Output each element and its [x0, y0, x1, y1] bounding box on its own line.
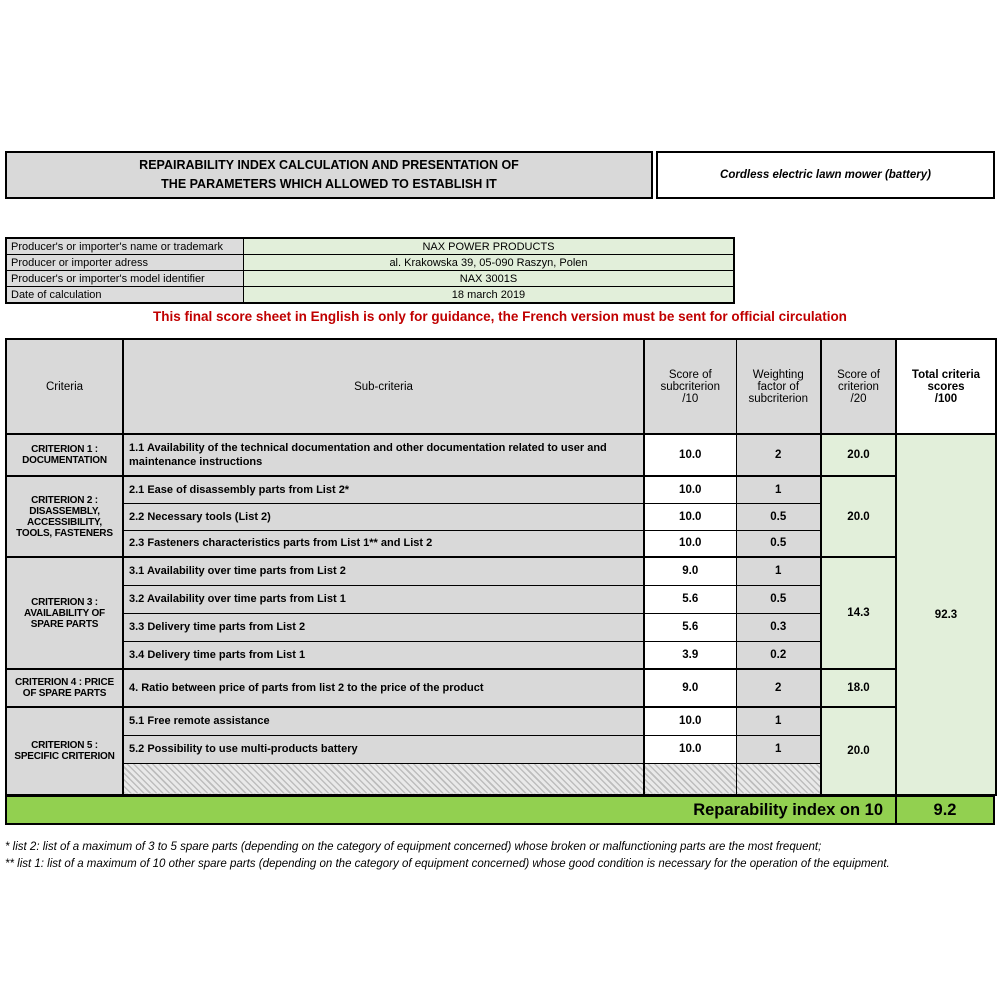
header-subcriteria: Sub-criteria	[123, 339, 644, 434]
subcriterion-2-2-score: 10.0	[644, 503, 736, 530]
subcriterion-3-3-weight: 0.3	[736, 613, 821, 641]
criterion-2-score: 20.0	[821, 476, 896, 557]
score-table	[5, 338, 997, 796]
footnote-list2: * list 2: list of a maximum of 3 to 5 spare parts (depending on the category of equipment concerned) whose broken or malfunctioning parts are the most frequent;	[5, 841, 822, 853]
table-row	[6, 434, 996, 476]
producer-row-address	[6, 255, 734, 271]
producer-name-label: Producer's or importer's name or trademark	[6, 238, 244, 255]
subcriterion-2-2-label: 2.2 Necessary tools (List 2)	[123, 503, 644, 530]
subcriterion-3-2-label: 3.2 Availability over time parts from List 1	[123, 585, 644, 613]
subcriterion-5-2-score: 10.0	[644, 735, 736, 763]
criterion-4-score: 18.0	[821, 669, 896, 707]
producer-address-label: Producer or importer adress	[6, 255, 244, 271]
subcriterion-3-4-label: 3.4 Delivery time parts from List 1	[123, 641, 644, 669]
header-score-criterion: Score of criterion /20	[821, 339, 896, 434]
reparability-index-bar	[5, 796, 995, 825]
subcriterion-5-2-label: 5.2 Possibility to use multi-products battery	[123, 735, 644, 763]
producer-address-value: al. Krakowska 39, 05-090 Raszyn, Polen	[244, 255, 735, 271]
header-criteria: Criteria	[6, 339, 123, 434]
criterion-5-score: 20.0	[821, 707, 896, 795]
subcriterion-3-2-weight: 0.5	[736, 585, 821, 613]
subcriterion-5-1-score: 10.0	[644, 707, 736, 735]
producer-row-model	[6, 271, 734, 287]
subcriterion-3-1-score: 9.0	[644, 557, 736, 585]
score-table-header-row	[6, 339, 996, 434]
table-row	[6, 669, 996, 707]
subcriterion-4-label: 4. Ratio between price of parts from list 2 to the price of the product	[123, 669, 644, 707]
calculation-date-value: 18 march 2019	[244, 287, 735, 304]
subcriterion-3-1-label: 3.1 Availability over time parts from List 2	[123, 557, 644, 585]
subcriterion-4-weight: 2	[736, 669, 821, 707]
document-title-box	[5, 151, 653, 199]
criterion-2-label: CRITERION 2 : DISASSEMBLY, ACCESSIBILITY, TOOLS, FASTENERS	[6, 476, 123, 557]
criterion-4-label: CRITERION 4 : PRICE OF SPARE PARTS	[6, 669, 123, 707]
subcriterion-1-1-label: 1.1 Availability of the technical documentation and other documentation related to user and maintenance instructions	[123, 434, 644, 476]
producer-row-date	[6, 287, 734, 304]
subcriterion-1-1-score: 10.0	[644, 434, 736, 476]
subcriterion-2-1-score: 10.0	[644, 476, 736, 503]
empty-hatched-cell	[736, 763, 821, 795]
producer-name-value: NAX POWER PRODUCTS	[244, 238, 735, 255]
subcriterion-2-3-score: 10.0	[644, 530, 736, 557]
table-row	[6, 476, 996, 503]
criterion-1-label: CRITERION 1 : DOCUMENTATION	[6, 434, 123, 476]
subcriterion-2-1-label: 2.1 Ease of disassembly parts from List 2*	[123, 476, 644, 503]
header-total-scores: Total criteria scores /100	[896, 339, 996, 434]
producer-row-name	[6, 238, 734, 255]
document-title-line1: REPAIRABILITY INDEX CALCULATION AND PRESENTATION OF	[139, 158, 519, 172]
subcriterion-3-3-score: 5.6	[644, 613, 736, 641]
document-header	[5, 151, 995, 199]
reparability-index-label: Reparability index on 10	[7, 797, 897, 823]
score-sheet-page	[5, 151, 995, 873]
criterion-5-label: CRITERION 5 : SPECIFIC CRITERION	[6, 707, 123, 795]
subcriterion-3-3-label: 3.3 Delivery time parts from List 2	[123, 613, 644, 641]
subcriterion-4-score: 9.0	[644, 669, 736, 707]
reparability-index-value: 9.2	[933, 800, 957, 819]
subcriterion-3-4-score: 3.9	[644, 641, 736, 669]
producer-model-value: NAX 3001S	[244, 271, 735, 287]
criterion-1-score: 20.0	[821, 434, 896, 476]
subcriterion-2-3-weight: 0.5	[736, 530, 821, 557]
empty-hatched-cell	[644, 763, 736, 795]
table-row	[6, 707, 996, 735]
footnote-list1: ** list 1: list of a maximum of 10 other spare parts (depending on the category of equipment concerned) whose good condition is necessary for the operation of the equipment.	[5, 858, 890, 870]
subcriterion-2-3-label: 2.3 Fasteners characteristics parts from List 1** and List 2	[123, 530, 644, 557]
total-criteria-score: 92.3	[896, 434, 996, 795]
subcriterion-1-1-weight: 2	[736, 434, 821, 476]
footnotes	[5, 839, 995, 873]
criterion-3-label: CRITERION 3 : AVAILABILITY OF SPARE PARTS	[6, 557, 123, 669]
subcriterion-2-2-weight: 0.5	[736, 503, 821, 530]
producer-info-table	[5, 237, 735, 304]
subcriterion-3-1-weight: 1	[736, 557, 821, 585]
subcriterion-3-2-score: 5.6	[644, 585, 736, 613]
subcriterion-5-1-weight: 1	[736, 707, 821, 735]
product-name: Cordless electric lawn mower (battery)	[720, 169, 931, 181]
producer-model-label: Producer's or importer's model identifier	[6, 271, 244, 287]
document-title-line2: THE PARAMETERS WHICH ALLOWED TO ESTABLISH IT	[161, 177, 497, 191]
header-weighting-factor: Weighting factor of subcriterion	[736, 339, 821, 434]
header-score-subcriterion: Score of subcriterion /10	[644, 339, 736, 434]
guidance-notice: This final score sheet in English is only for guidance, the French version must be sent for official circulation	[153, 309, 847, 324]
empty-hatched-cell	[123, 763, 644, 795]
subcriterion-3-4-weight: 0.2	[736, 641, 821, 669]
criterion-3-score: 14.3	[821, 557, 896, 669]
subcriterion-5-1-label: 5.1 Free remote assistance	[123, 707, 644, 735]
subcriterion-5-2-weight: 1	[736, 735, 821, 763]
product-name-box	[656, 151, 995, 199]
calculation-date-label: Date of calculation	[6, 287, 244, 304]
subcriterion-2-1-weight: 1	[736, 476, 821, 503]
table-row	[6, 557, 996, 585]
